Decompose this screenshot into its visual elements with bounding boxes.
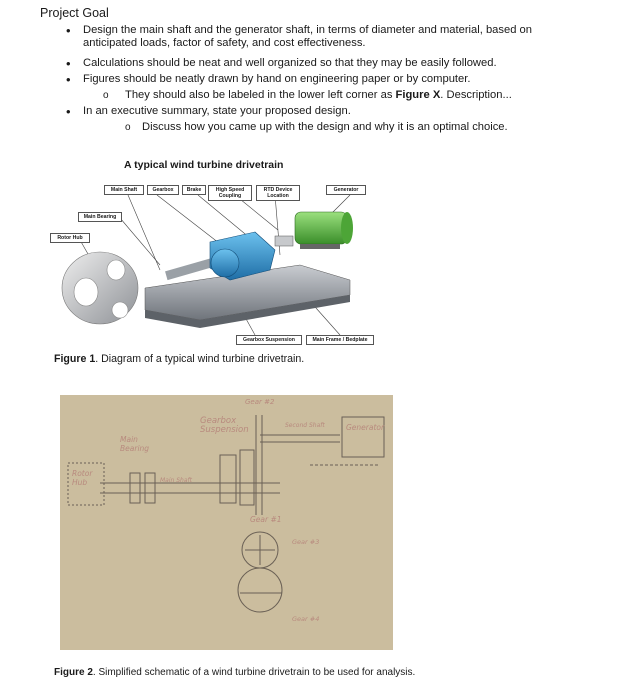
project-goal-heading: Project Goal <box>40 6 109 20</box>
goal-subline: They should also be labeled in the lower left corner as Figure X. Description... <box>125 89 512 101</box>
sketch-generator: Generator <box>346 423 385 432</box>
label-gearbox: Gearbox <box>147 185 179 195</box>
bullet-marker: • <box>66 56 71 71</box>
sketch-main-bearing: Main Bearing <box>120 435 150 453</box>
label-rotor-hub: Rotor Hub <box>50 233 90 243</box>
sub-marker: o <box>103 90 109 101</box>
sketch-gear1: Gear #1 <box>250 515 282 524</box>
goal-line: Calculations should be neat and well organized so that they may be easily followed. <box>83 57 497 69</box>
sub-marker: o <box>125 122 131 133</box>
figure1-title: A typical wind turbine drivetrain <box>124 159 284 171</box>
label-main-shaft: Main Shaft <box>104 185 144 195</box>
label-generator: Generator <box>326 185 366 195</box>
label-high-speed-coupling: High Speed Coupling <box>208 185 252 201</box>
sketch-gear4: Gear #4 <box>292 615 320 623</box>
sketch-gear3: Gear #3 <box>292 538 320 546</box>
goal-line: Figures should be neatly drawn by hand on engineering paper or by computer. <box>83 73 471 85</box>
goal-line: In an executive summary, state your proposed design. <box>83 105 351 117</box>
figure2-sketch <box>60 395 393 650</box>
label-rtd-device-location: RTD Device Location <box>256 185 300 201</box>
goal-line: Design the main shaft and the generator shaft, in terms of diameter and material, based on <box>83 24 532 36</box>
label-brake: Brake <box>182 185 206 195</box>
label-main-frame-bedplate: Main Frame / Bedplate <box>306 335 374 345</box>
sketch-rotor-hub: Rotor Hub <box>72 469 93 487</box>
bullet-marker: • <box>66 104 71 119</box>
sketch-main-shaft: Main Shaft <box>160 477 192 484</box>
bullet-marker: • <box>66 23 71 38</box>
label-main-bearing: Main Bearing <box>78 212 122 222</box>
goal-subline: Discuss how you came up with the design and why it is an optimal choice. <box>142 121 508 133</box>
label-gearbox-suspension: Gearbox Suspension <box>236 335 302 345</box>
bullet-marker: • <box>66 72 71 87</box>
sketch-gear2-top: Gear #2 <box>245 398 275 406</box>
figure2-caption: Figure 2. Simplified schematic of a wind turbine drivetrain to be used for analysis. <box>54 667 416 678</box>
sketch-second-shaft: Second Shaft <box>285 422 325 429</box>
sketch-gearbox-suspension: Gearbox Suspension <box>200 416 249 435</box>
goal-line: anticipated loads, factor of safety, and cost effectiveness. <box>83 37 366 49</box>
figure1-caption: Figure 1. Diagram of a typical wind turbine drivetrain. <box>54 353 305 365</box>
